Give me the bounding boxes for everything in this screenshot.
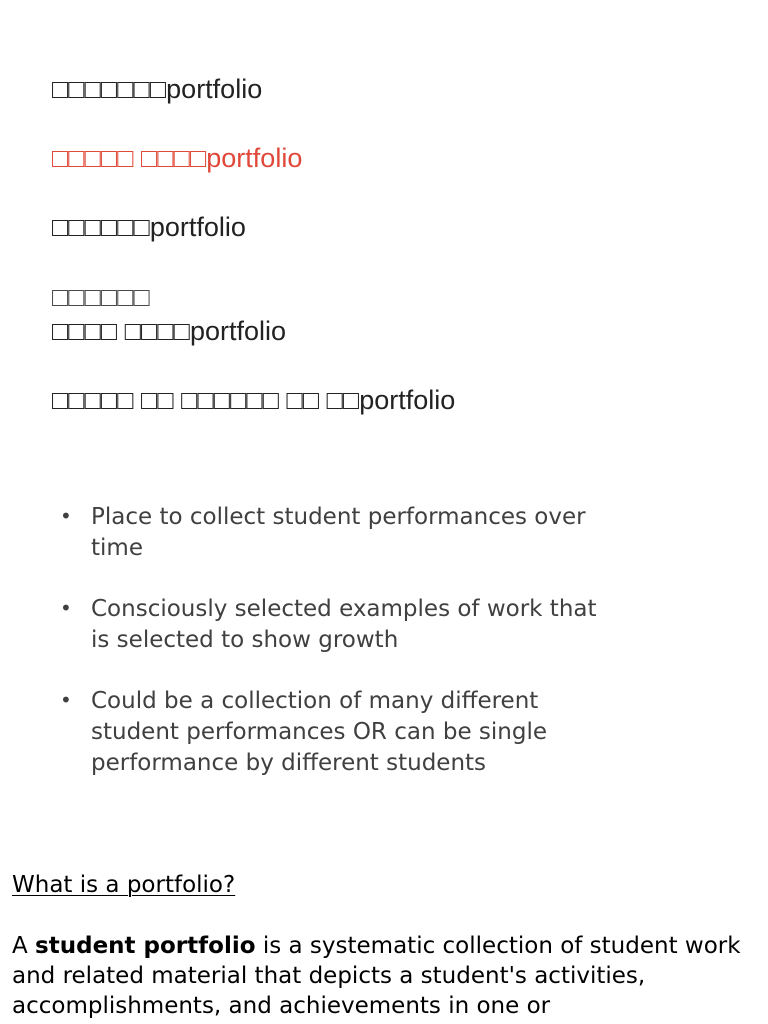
definition-rest: is a systematic collection of student work and related material that depicts a student's activities, accomplishments, and achievements in one or (12, 933, 741, 1019)
definition-paragraph (12, 931, 762, 1021)
bullet-text: Place to collect student performances over time (91, 504, 586, 561)
portfolio-line-4: □□□□□□ (52, 282, 150, 312)
bullet-item (60, 594, 620, 656)
definition-lead: A (12, 933, 36, 959)
bullet-text: Could be a collection of many different student performances OR can be single performance by different students (91, 688, 548, 776)
bullet-dot-icon: • (60, 688, 72, 712)
portfolio-line-5: □□□□ □□□□portfolio (52, 316, 287, 346)
section-heading-link[interactable]: What is a portfolio? (12, 872, 236, 898)
bullet-dot-icon: • (60, 596, 72, 620)
bullet-dot-icon: • (60, 504, 72, 528)
portfolio-line-6: □□□□□ □□ □□□□□□ □□ □□portfolio (52, 385, 456, 415)
definition-term: student portfolio (35, 933, 256, 959)
bullet-item (60, 686, 620, 779)
bullet-list (60, 502, 620, 809)
portfolio-line-3: □□□□□□portfolio (52, 212, 246, 242)
bullet-text: Consciously selected examples of work that is selected to show growth (91, 596, 597, 653)
portfolio-line-1: □□□□□□□portfolio (52, 74, 263, 104)
bullet-item (60, 502, 620, 564)
portfolio-line-2: □□□□□ □□□□portfolio (52, 143, 303, 173)
